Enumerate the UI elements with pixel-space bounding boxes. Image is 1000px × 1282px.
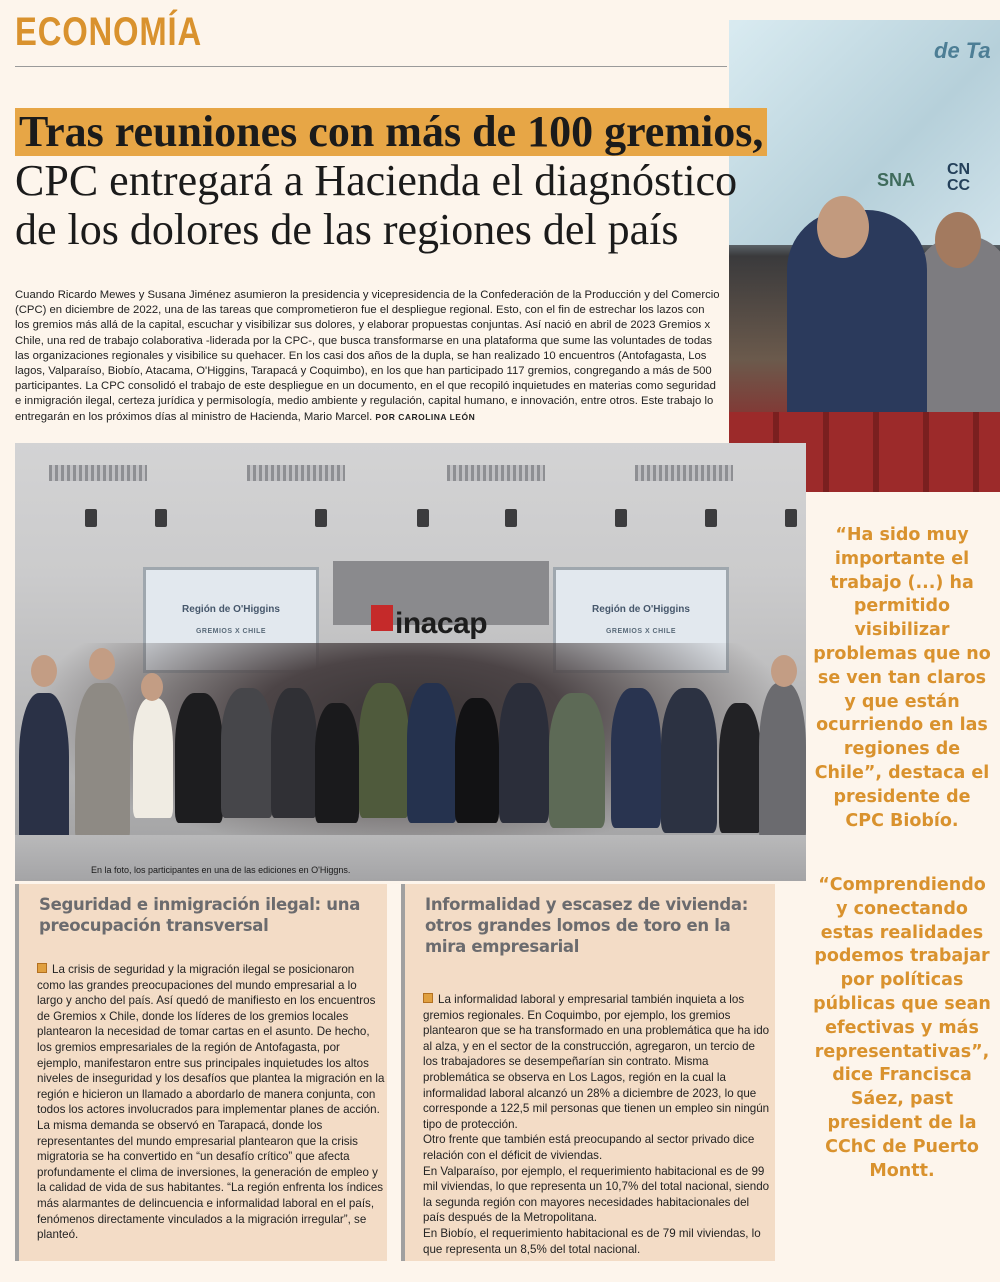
top-photo (729, 20, 1000, 492)
sidebar-box-security (15, 884, 387, 1261)
screen-text: de Ta (934, 38, 991, 63)
box-body (37, 962, 385, 1243)
screen-subtitle: GREMIOS X CHILE (605, 628, 677, 635)
screen-title: Región de O'Higgins (182, 604, 280, 615)
sidebar-box-informality (401, 884, 775, 1261)
group-photo (15, 443, 806, 881)
bullet-icon (423, 993, 433, 1003)
screen-title: Región de O'Higgins (592, 604, 690, 615)
bullet-icon (37, 963, 47, 973)
header-rule (15, 66, 727, 67)
photo-caption: En la foto, los participantes en una de las ediciones en O'Higgns. (91, 865, 351, 875)
headline (15, 108, 835, 254)
box-paragraph: La crisis de seguridad y la migración ilegal se posicionaron como las grandes preocupaciones del mundo empresarial a lo largo y ancho del país. Así quedó de manifiesto en los encuentros de Gremios x Chile, donde los líderes de los gremios locales plantearon la necesidad de tomar cartas en el asunto. De hecho, los gremios empresariales de la región de Antofagasta, por ejemplo, manifestaron entre sus principales inquietudes los altos niveles de inseguridad y los desafíos que plantea la migración en la región e hicieron un llamado a abordarlo de manera conjunta, con todos los actores involucrados para implementar planes de acción. (37, 963, 385, 1117)
sna-logo: SNA (877, 170, 916, 190)
lead-paragraph (15, 288, 720, 425)
pull-quote: “Comprendiendo y conectando estas realidades podemos trabajar por políticas públicas que sean efectivas y más representativas”, dice Francisca Sáez, past president de la CChC de Puerto Montt. (813, 875, 991, 1181)
headline-line-3: de los dolores de las regiones del país (15, 205, 679, 254)
box-paragraph: Otro frente que también está preocupando al sector privado dice relación con el déficit de viviendas. (423, 1133, 755, 1162)
box-paragraph: La misma demanda se observó en Tarapacá, donde los representantes del mundo empresarial plantearon que la crisis migratoria se ha convertido en “un desafío crítico” que afecta profundamente el clima de inversiones, la generación de empleo y la calidad de vida de sus habitantes. “La región enfrenta los índices más alarmantes de delincuencia e informalidad laboral en el país, fenómenos directamente vinculados a la migración irregular”, se planteó. (37, 1118, 384, 1242)
box-title: Informalidad y escasez de vivienda: otros grandes lomos de toro en la mira empresarial (425, 895, 749, 956)
pull-quote: “Ha sido muy importante el trabajo (...) ha permitido visibilizar problemas que no se ven tan claros y que están ocurriendo en las regiones de Chile”, destaca el presidente de CPC Biobío. (813, 525, 991, 831)
headline-line-2: CPC entregará a Hacienda el diagnóstico (15, 156, 738, 205)
box-paragraph: En Valparaíso, por ejemplo, el requerimiento habitacional es de 99 mil viviendas, lo que representa un 10,7% del total nacional, siendo la segunda región con mayores necesidades habitacionales del país después de la Metropolitana. (423, 1164, 770, 1225)
cncc-logo: CN CC (947, 161, 971, 194)
lead-text: Cuando Ricardo Mewes y Susana Jiménez asumieron la presidencia y vicepresidencia de la Confederación de la Producción y del Comercio (CPC) en diciembre de 2022, una de las tareas que comprometieron fue el despliegue regional. Esto, con el fin de estrechar los lazos con los gremios más allá de la capital, escuchar y visibilizar sus dolores, y elaborar propuestas conjuntas. Así nació en abril de 2023 Gremios x Chile, una red de trabajo colaborativa -liderada por la CPC-, que busca transformarse en una plataforma que sume las voluntades de todas las organizaciones regionales y visibilice su quehacer. En los casi dos años de la dupla, se han realizado 10 encuentros (Antofagasta, Los lagos, Valparaíso, Biobío, Atacama, O'Higgins, Tarapacá y Coquimbo), en los que han participado 117 gremios, congregando a más de 500 participantes. La CPC consolidó el trabajo de este despliegue en un documento, en el que recopiló inquietudes en materias como seguridad e inmigración ilegal, certeza jurídica y permisología, medio ambiente y regulación, capital humano, e innovación, entre otros. Este trabajo lo entregarán en los próximos días al ministro de Hacienda, Mario Marcel. (15, 289, 720, 423)
headline-line-1: Tras reuniones con más de 100 gremios, (15, 108, 767, 156)
box-paragraph: La informalidad laboral y empresarial también inquieta a los gremios regionales. En Coquimbo, por ejemplo, los gremios plantearon que se ha transformado en una problemática que ha ido al alza, y en el sector de la construcción, agregaron, un tercio de los trabajadores se desempeñarían sin contrato. Misma problemática se observa en Los Lagos, región en la cual la informalidad laboral alcanzó un 28% a diciembre de 2023, lo que corresponde a 122,5 mil personas que tienen un empleo sin ningún tipo de protección. (423, 993, 770, 1131)
box-body (423, 992, 771, 1257)
inacap-logo: inacap (395, 607, 488, 640)
screen-subtitle: GREMIOS X CHILE (195, 628, 267, 635)
box-title: Seguridad e inmigración ilegal: una preocupación transversal (39, 895, 361, 935)
speaker-head (935, 212, 981, 268)
byline: POR CAROLINA LEÓN (375, 411, 476, 422)
box-paragraph: En Biobío, el requerimiento habitacional es de 79 mil viviendas, lo que representa un 8,5% del total nacional. (423, 1226, 761, 1256)
inacap-logo-mark (371, 605, 393, 631)
section-label: ECONOMÍA (15, 10, 202, 54)
